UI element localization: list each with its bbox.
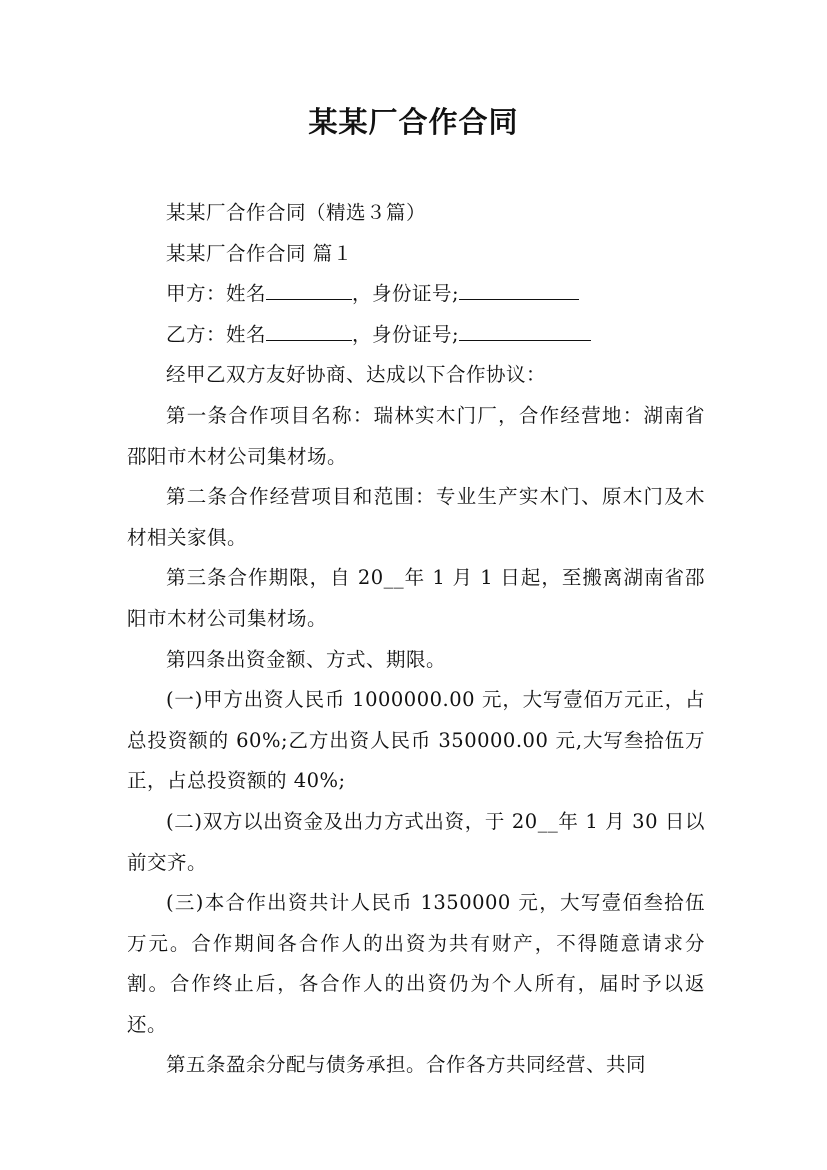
article-4-paragraph: 第四条出资金额、方式、期限。 bbox=[166, 647, 447, 671]
party-b-name-blank bbox=[266, 321, 352, 341]
party-a-id-label: ，身份证号; bbox=[352, 282, 460, 306]
party-b-line bbox=[127, 315, 705, 356]
article-4-item-1-paragraph: (一)甲方出资人民币 1000000.00 元，大写壹佰万元正，占总投资额的 60%;乙方出资人民币 350000.00 元,大写叁拾伍万正，占总投资额的 40%; bbox=[127, 688, 705, 793]
article-4-item-3-paragraph: (三)本合作出资共计人民币 1350000 元，大写壹佰叁拾伍万元。合作期间各合作人的出资为共有财产，不得随意请求分割。合作终止后，各合作人的出资仍为个人所有，届时予以返还。 bbox=[127, 891, 705, 1036]
party-a-label: 甲方：姓名 bbox=[166, 282, 267, 306]
article-3-paragraph: 第三条合作期限，自 20__年 1 月 1 日起，至搬离湖南省邵阳市木材公司集材场。 bbox=[127, 566, 705, 630]
document-title: 某某厂合作合同 bbox=[308, 105, 519, 139]
party-a-name-blank bbox=[266, 280, 352, 300]
article-2-paragraph: 第二条合作经营项目和范围：专业生产实木门、原木门及木材相关家俱。 bbox=[127, 485, 705, 549]
article-1-paragraph: 第一条合作项目名称：瑞林实木门厂，合作经营地：湖南省邵阳市木材公司集材场。 bbox=[127, 403, 705, 468]
subtitle-paragraph: 某某厂合作合同（精选３篇） bbox=[166, 201, 427, 224]
article-5-paragraph: 第五条盈余分配与债务承担。合作各方共同经营、共同 bbox=[166, 1053, 647, 1077]
party-a-id-blank bbox=[459, 280, 579, 300]
chapter-heading: 某某厂合作合同 篇１ bbox=[166, 241, 353, 265]
party-b-label: 乙方：姓名 bbox=[166, 322, 267, 346]
party-a-line bbox=[127, 274, 705, 315]
party-b-id-label: ，身份证号; bbox=[352, 322, 460, 346]
document-body bbox=[127, 193, 705, 1086]
article-4-item-2-paragraph: (二)双方以出资金及出力方式出资，于 20__年 1 月 30 日以前交齐。 bbox=[127, 809, 705, 874]
party-b-id-blank bbox=[459, 321, 591, 341]
intro-paragraph: 经甲乙双方友好协商、达成以下合作协议： bbox=[166, 363, 547, 387]
